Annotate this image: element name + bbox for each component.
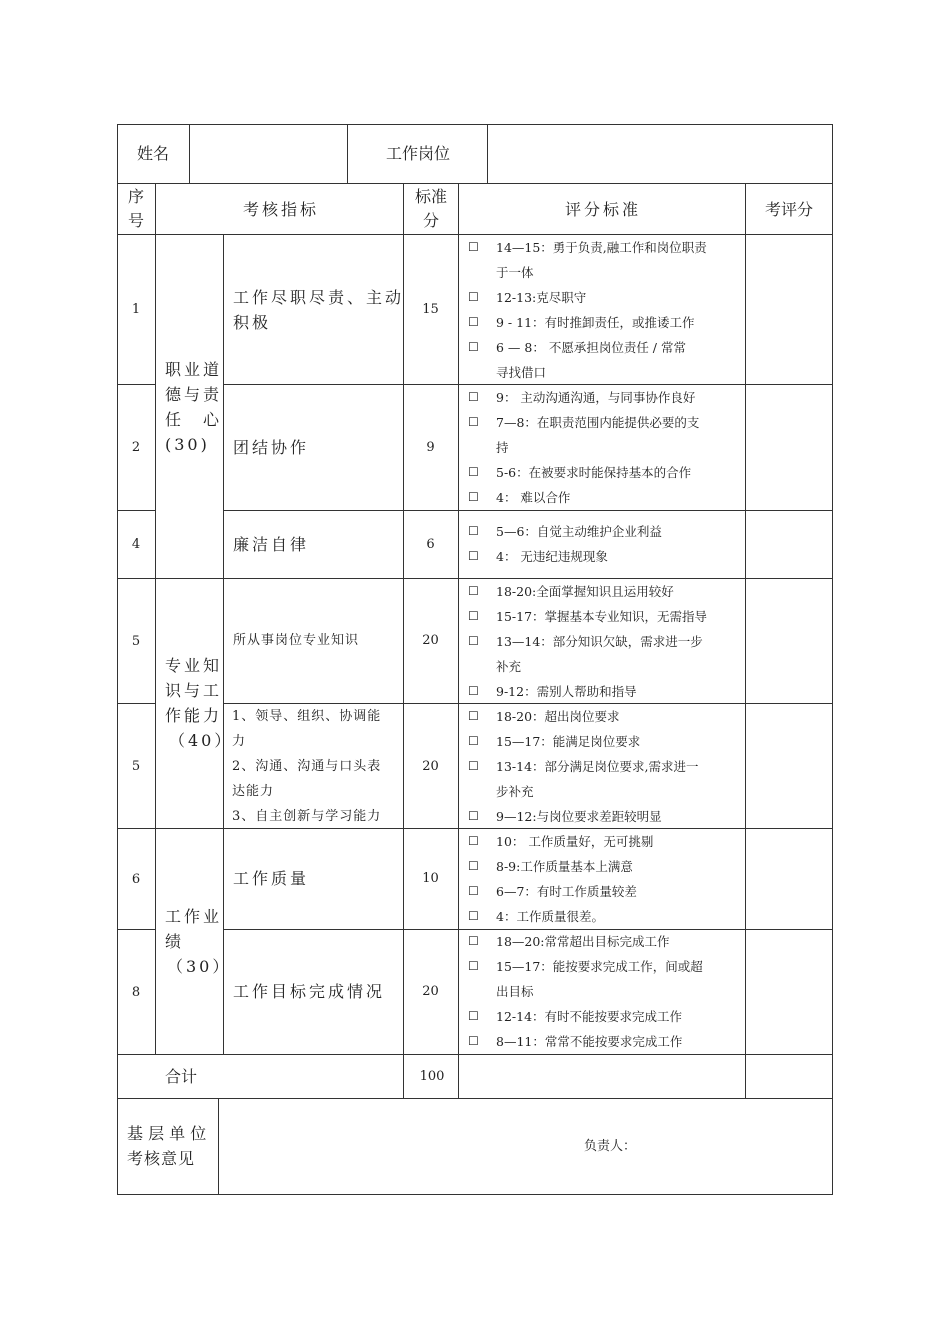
col-seq-line1: 序 — [128, 187, 145, 206]
rule — [117, 703, 155, 704]
checkbox-icon[interactable]: ☐ — [468, 909, 479, 923]
criteria-item: ☐ 9-12：需别人帮助和指导 — [468, 679, 740, 704]
position-field[interactable] — [495, 141, 825, 166]
checkbox-icon[interactable]: ☐ — [468, 315, 479, 329]
criteria-item: ☐ 4： 无违纪违规现象 — [468, 544, 740, 569]
criteria-item: ☐ 18-20:全面掌握知识且运用较好 — [468, 579, 740, 604]
row-score: 20 — [422, 759, 439, 774]
criteria-item: ☐ 4：工作质量很差。 — [468, 904, 740, 929]
footer-table — [117, 1098, 833, 1195]
criteria-item: ☐ 5-6：在被要求时能保持基本的合作 — [468, 460, 740, 485]
criteria-item: ☐ 15—17：能满足岗位要求 — [468, 729, 740, 754]
criteria-item: ☐ 15—17：能按要求完成工作，间或超 出目标 — [468, 954, 740, 1004]
checkbox-icon[interactable]: ☐ — [468, 340, 479, 354]
rule — [117, 384, 155, 385]
row-score: 20 — [422, 633, 439, 648]
checkbox-icon[interactable]: ☐ — [468, 549, 479, 563]
criteria-item: ☐ 13—14：部分知识欠缺，需求进一步 补充 — [468, 629, 740, 679]
checkbox-icon[interactable]: ☐ — [468, 415, 479, 429]
checkbox-icon[interactable]: ☐ — [468, 834, 479, 848]
row-criteria — [468, 929, 740, 1054]
rule — [458, 183, 459, 1099]
row-criteria — [468, 829, 740, 929]
criteria-item: ☐ 12-13:克尽职守 — [468, 285, 740, 310]
total-score: 100 — [419, 1069, 445, 1084]
category-performance: 工作业 绩 （30） — [165, 907, 232, 976]
rule — [487, 124, 488, 183]
rule — [117, 929, 155, 930]
criteria-item: ☐ 12-14：有时不能按要求完成工作 — [468, 1004, 740, 1029]
col-eval: 考评分 — [765, 200, 814, 219]
checkbox-icon[interactable]: ☐ — [468, 809, 479, 823]
col-std-line1: 标准 — [415, 187, 448, 206]
checkbox-icon[interactable]: ☐ — [468, 634, 479, 648]
checkbox-icon[interactable]: ☐ — [468, 859, 479, 873]
criteria-item: ☐ 8-9:工作质量基本上满意 — [468, 854, 740, 879]
row-indicator: 1、领导、组织、协调能 力 2、沟通、沟通与口头表 达能力 3、自主创新与学习能力 — [232, 709, 382, 824]
checkbox-icon[interactable]: ☐ — [468, 709, 479, 723]
category-skills: 专业知 识与工 作能力 （40） — [165, 656, 234, 750]
row-criteria — [468, 235, 740, 385]
checkbox-icon[interactable]: ☐ — [468, 959, 479, 973]
checkbox-icon[interactable]: ☐ — [468, 1034, 479, 1048]
criteria-item: ☐ 6—7：有时工作质量较差 — [468, 879, 740, 904]
checkbox-icon[interactable]: ☐ — [468, 1009, 479, 1023]
row-seq: 2 — [131, 440, 141, 455]
row-criteria — [468, 385, 740, 510]
checkbox-icon[interactable]: ☐ — [468, 884, 479, 898]
criteria-item: ☐ 15-17：掌握基本专业知识，无需指导 — [468, 604, 740, 629]
row-score: 6 — [426, 537, 435, 552]
row-score: 10 — [422, 871, 439, 886]
criteria-item: ☐ 9： 主动沟通沟通，与同事协作良好 — [468, 385, 740, 410]
row-criteria — [468, 579, 740, 704]
row-seq: 5 — [131, 759, 141, 774]
criteria-item: ☐ 4： 难以合作 — [468, 485, 740, 510]
row-seq: 1 — [131, 302, 141, 317]
row-score: 9 — [426, 440, 435, 455]
checkbox-icon[interactable]: ☐ — [468, 490, 479, 504]
total-label: 合计 — [165, 1067, 198, 1086]
checkbox-icon[interactable]: ☐ — [468, 465, 479, 479]
checkbox-icon[interactable]: ☐ — [468, 290, 479, 304]
checkbox-icon[interactable]: ☐ — [468, 934, 479, 948]
row-seq: 5 — [131, 634, 141, 649]
rule — [155, 183, 156, 1054]
row-indicator: 工作目标完成情况 — [233, 982, 386, 1001]
row-seq: 4 — [131, 537, 141, 552]
col-criteria: 评分标准 — [565, 200, 642, 219]
signer-label: 负责人： — [584, 1139, 637, 1154]
row-indicator: 工作尽职尽责、主动 积极 — [233, 288, 405, 332]
position-label: 工作岗位 — [386, 144, 451, 163]
row-indicator: 工作质量 — [233, 869, 310, 888]
rule — [745, 183, 746, 1099]
checkbox-icon[interactable]: ☐ — [468, 584, 479, 598]
criteria-item: ☐ 18—20:常常超出目标完成工作 — [468, 929, 740, 954]
criteria-item: ☐ 9—12:与岗位要求差距较明显 — [468, 804, 740, 829]
col-seq-line2: 号 — [128, 211, 145, 230]
checkbox-icon[interactable]: ☐ — [468, 240, 479, 254]
category-ethics: 职业道 德与责 任 心 (30) — [165, 360, 223, 454]
row-indicator: 团结协作 — [233, 438, 310, 457]
rule — [117, 183, 833, 184]
footer-label: 基 层 单 位 考核意见 — [127, 1124, 207, 1168]
col-std-line2: 分 — [423, 211, 440, 230]
row-seq: 8 — [131, 985, 141, 1000]
rule — [117, 510, 155, 511]
checkbox-icon[interactable]: ☐ — [468, 734, 479, 748]
row-criteria — [468, 519, 740, 569]
row-score: 15 — [422, 302, 439, 317]
criteria-item: ☐ 6 — 8： 不愿承担岗位责任 / 常常 寻找借口 — [468, 335, 740, 385]
rule — [218, 1098, 219, 1195]
name-label: 姓名 — [137, 144, 170, 163]
rule — [223, 510, 833, 511]
row-seq: 6 — [131, 872, 141, 887]
checkbox-icon[interactable]: ☐ — [468, 759, 479, 773]
checkbox-icon[interactable]: ☐ — [468, 609, 479, 623]
rule — [117, 1054, 833, 1055]
rule — [347, 124, 348, 183]
checkbox-icon[interactable]: ☐ — [468, 390, 479, 404]
criteria-item: ☐ 13-14：部分满足岗位要求,需求进一 步补充 — [468, 754, 740, 804]
criteria-item: ☐ 8—11：常常不能按要求完成工作 — [468, 1029, 740, 1054]
criteria-item: ☐ 5—6：自觉主动维护企业利益 — [468, 519, 740, 544]
checkbox-icon[interactable]: ☐ — [468, 684, 479, 698]
col-indicator: 考核指标 — [243, 200, 320, 219]
name-field[interactable] — [195, 141, 341, 166]
criteria-item: ☐ 10： 工作质量好，无可挑剔 — [468, 829, 740, 854]
row-criteria — [468, 704, 740, 829]
criteria-item: ☐ 9 - 11：有时推卸责任，或推诿工作 — [468, 310, 740, 335]
criteria-item: ☐ 18-20：超出岗位要求 — [468, 704, 740, 729]
row-indicator: 所从事岗位专业知识 — [233, 633, 360, 648]
checkbox-icon[interactable]: ☐ — [468, 524, 479, 538]
row-indicator: 廉洁自律 — [233, 535, 310, 554]
criteria-item: ☐ 7—8：在职责范围内能提供必要的支 持 — [468, 410, 740, 460]
rule — [189, 124, 190, 183]
criteria-item: ☐ 14—15：勇于负责,融工作和岗位职责 于一体 — [468, 235, 740, 285]
row-score: 20 — [422, 984, 439, 999]
